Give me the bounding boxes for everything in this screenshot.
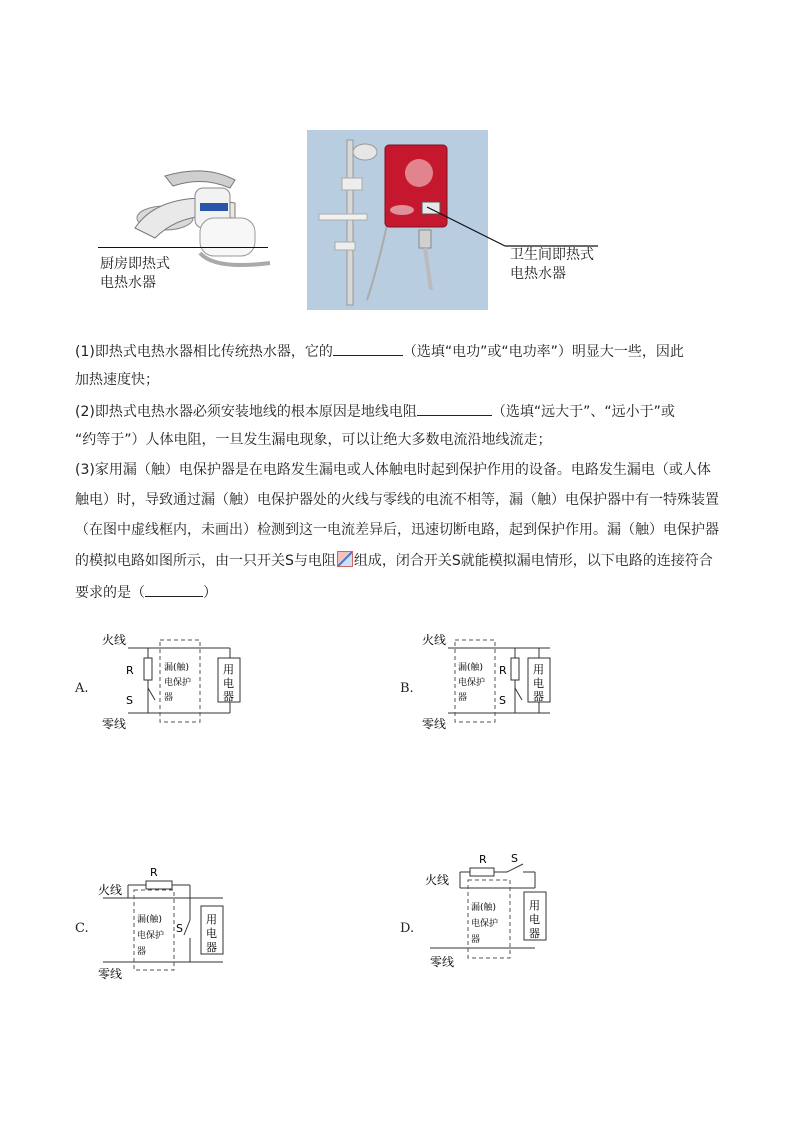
option-c-circuit bbox=[98, 860, 238, 980]
protector-label-2: 电保护 bbox=[471, 919, 499, 929]
kitchen-leader-line bbox=[98, 247, 268, 248]
answer-blank-2[interactable] bbox=[417, 401, 492, 416]
appliance-label-3: 器 bbox=[533, 690, 544, 703]
question-1-line bbox=[75, 341, 684, 361]
question-1-line-2: 加热速度快； bbox=[75, 372, 159, 388]
answer-blank-3[interactable] bbox=[145, 582, 203, 597]
question-3-line-5 bbox=[75, 582, 217, 602]
appliance-label-2: 电 bbox=[533, 677, 544, 690]
appliance-label-1: 用 bbox=[529, 899, 540, 912]
option-a-label[interactable]: A. bbox=[75, 681, 89, 696]
question-3-line-4 bbox=[75, 551, 713, 570]
protector-label-1: 漏(触) bbox=[137, 915, 163, 925]
question-3-text-b: 组成，闭合开关S就能模拟漏电情形，以下电路的连接符合 bbox=[353, 553, 713, 569]
option-b-label[interactable]: B. bbox=[400, 681, 414, 696]
option-c-label[interactable]: C. bbox=[75, 921, 89, 936]
protector-label-2: 电保护 bbox=[164, 678, 192, 688]
protector-label-3: 器 bbox=[471, 935, 481, 945]
neutral-wire-label: 零线 bbox=[98, 967, 123, 980]
appliance-label-1: 用 bbox=[223, 663, 234, 676]
neutral-wire-label: 零线 bbox=[430, 955, 455, 969]
live-wire-label: 火线 bbox=[98, 883, 123, 897]
option-b-circuit bbox=[420, 628, 570, 733]
protector-label-1: 漏(触) bbox=[164, 663, 190, 673]
resistor-label: R bbox=[499, 664, 507, 677]
switch-label: S bbox=[511, 852, 518, 865]
appliance-label-2: 电 bbox=[223, 677, 234, 690]
option-d-label[interactable]: D. bbox=[400, 921, 415, 936]
switch-label: S bbox=[176, 922, 183, 935]
question-3-line-2: 触电）时，导致通过漏（触）电保护器处的火线与零线的电流不相等，漏（触）电保护器中有一特殊装置 bbox=[75, 492, 719, 508]
question-2-line-2: “约等于”）人体电阻，一旦发生漏电现象，可以让绝大多数电流沿地线流走； bbox=[75, 432, 552, 448]
appliance-label-2: 电 bbox=[206, 927, 217, 940]
live-wire-label: 火线 bbox=[425, 873, 450, 887]
question-3-text-d: ） bbox=[203, 585, 217, 601]
protector-label-1: 漏(触) bbox=[471, 903, 497, 913]
protector-label-1: 漏(触) bbox=[458, 663, 484, 673]
question-3-line-1: (3)家用漏（触）电保护器是在电路发生漏电或人体触电时起到保护作用的设备。电路发生漏电（或人体 bbox=[75, 462, 711, 478]
live-wire-label: 火线 bbox=[102, 633, 127, 647]
resistor-label: R bbox=[479, 853, 487, 866]
question-2-line bbox=[75, 401, 675, 421]
question-1-text-b: （选填“电功”或“电功率”）明显大一些，因此 bbox=[402, 344, 684, 360]
switch-label: S bbox=[499, 694, 506, 707]
neutral-wire-label: 零线 bbox=[102, 717, 127, 731]
question-3-text-a: 的模拟电路如图所示，由一只开关S与电阻 bbox=[75, 553, 336, 569]
protector-label-3: 器 bbox=[164, 693, 174, 703]
neutral-wire-label: 零线 bbox=[422, 717, 447, 731]
answer-blank-1[interactable] bbox=[333, 341, 403, 356]
kitchen-caption: 厨房即热式 电热水器 bbox=[100, 256, 170, 291]
bathroom-caption: 卫生间即热式 电热水器 bbox=[510, 247, 594, 282]
question-1-text-a: (1)即热式电热水器相比传统热水器，它的 bbox=[75, 344, 333, 360]
question-3-text-c: 要求的是（ bbox=[75, 585, 145, 601]
appliance-label-1: 用 bbox=[533, 663, 544, 676]
question-3-line-3: （在图中虚线框内，未画出）检测到这一电流差异后，迅速切断电路，起到保护作用。漏（触）电保护器 bbox=[75, 522, 719, 538]
appliance-label-3: 器 bbox=[223, 690, 234, 703]
protector-label-3: 器 bbox=[137, 947, 147, 957]
protector-label-2: 电保护 bbox=[458, 678, 486, 688]
option-a-circuit bbox=[100, 628, 250, 733]
appliance-label-1: 用 bbox=[206, 913, 217, 926]
question-2-text-a: (2)即热式电热水器必须安装地线的根本原因是地线电阻 bbox=[75, 404, 417, 420]
resistor-label: R bbox=[126, 664, 134, 677]
live-wire-label: 火线 bbox=[422, 633, 447, 647]
protector-label-2: 电保护 bbox=[137, 931, 165, 941]
appliance-label-2: 电 bbox=[529, 913, 540, 926]
protector-label-3: 器 bbox=[458, 693, 468, 703]
option-d-circuit bbox=[425, 850, 555, 975]
switch-label: S bbox=[126, 694, 133, 707]
resistor-icon bbox=[337, 551, 353, 567]
bathroom-heater-image bbox=[307, 130, 488, 310]
appliance-label-3: 器 bbox=[529, 927, 540, 940]
appliance-label-3: 器 bbox=[206, 941, 217, 954]
resistor-label: R bbox=[150, 866, 158, 879]
question-2-text-b: （选填“远大于”、“远小于”或 bbox=[491, 404, 675, 420]
